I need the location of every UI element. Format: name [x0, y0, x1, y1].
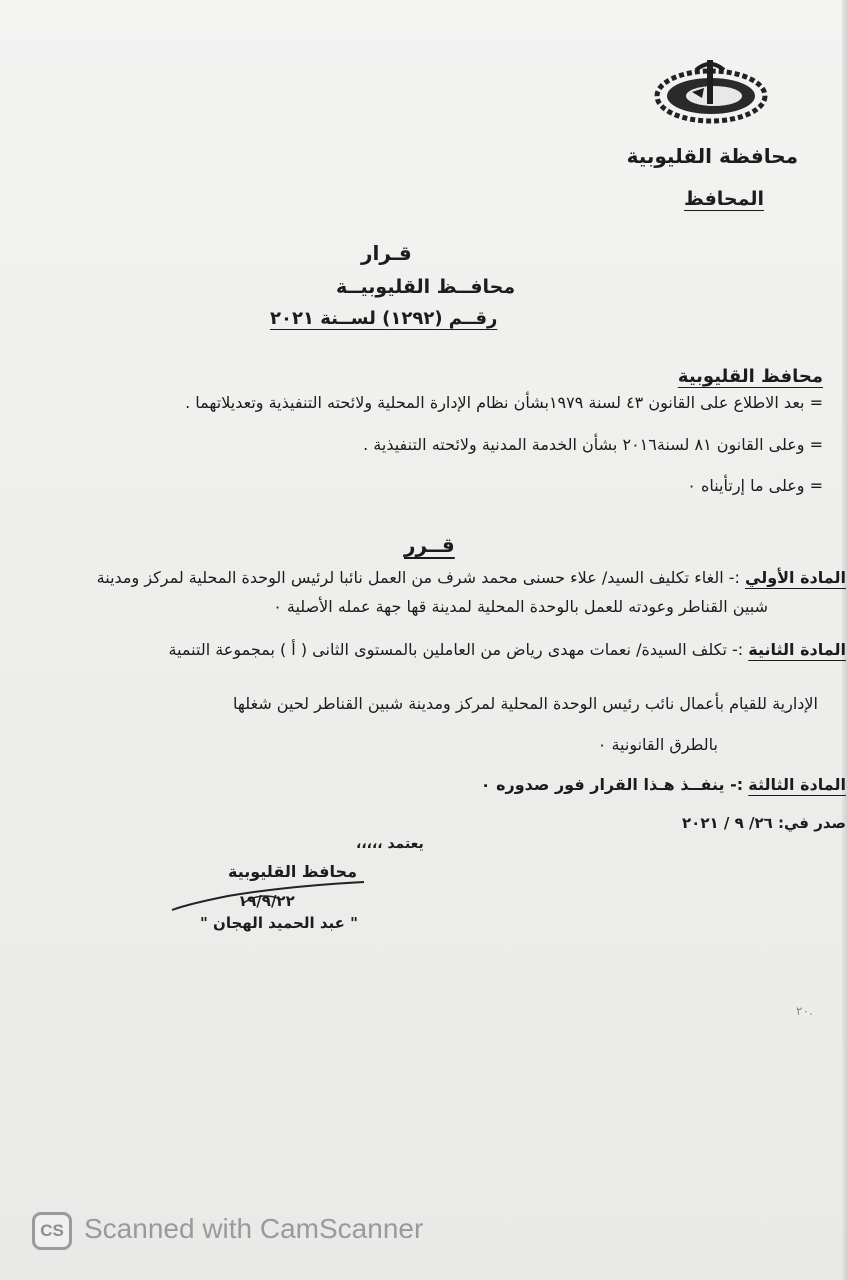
article-1-text: :- الغاء تكليف السيد/ علاء حسنى محمد شرف من العمل نائبا لرئيس الوحدة المحلية لمركز ومدينة: [96, 568, 740, 587]
article-1-continuation: شبين القناطر وعودته للعمل بالوحدة المحلية لمدينة قها جهة عمله الأصلية ٠: [273, 597, 768, 616]
preamble-item-1: = بعد الاطلاع على القانون ٤٣ لسنة ١٩٧٩بشأن نظام الإدارة المحلية ولائحته التنفيذية وتعديلاتهما .: [185, 393, 823, 412]
governor-title: المحافظ: [684, 188, 764, 210]
camscanner-watermark: Scanned with CamScanner: [84, 1213, 424, 1244]
decision-title: قـرار: [361, 241, 412, 265]
signatory-name: " عبد الحميد الهجان ": [200, 914, 358, 932]
decision-issuer: محافــظ القليوبيــة: [336, 276, 516, 298]
governorate-emblem: [652, 58, 770, 124]
governorate-name: محافظة القليوبية: [626, 144, 798, 168]
signature-title: محافظ القليوبية: [228, 862, 357, 881]
article-3-text: :- ينفــذ هـذا القرار فور صدوره ٠: [480, 775, 744, 794]
article-2-continuation-2: بالطرق القانونية ٠: [597, 735, 718, 754]
preamble-heading: محافظ القليوبية: [677, 366, 823, 387]
decides-heading: قــرر: [404, 533, 455, 557]
article-2-label: المادة الثانية: [748, 640, 846, 659]
article-2-text: :- تكلف السيدة/ نعمات مهدى رياض من العاملين بالمستوى الثانى ( أ ) بمجموعة التنمية: [168, 640, 744, 659]
preamble-item-3: = وعلى ما إرتأيناه ٠: [687, 476, 823, 495]
article-2: [169, 640, 847, 659]
article-1-label: المادة الأولي: [745, 568, 846, 587]
signature-date: ١٩/٩/٢٢: [238, 892, 295, 910]
article-3: [481, 775, 846, 794]
article-3-label: المادة الثالثة: [748, 775, 846, 794]
article-2-continuation: الإدارية للقيام بأعمال نائب رئيس الوحدة المحلية لمركز ومدينة شبين القناطر لحين شغلها: [233, 694, 818, 713]
issue-date: صدر في: ٢٦/ ٩ / ٢٠٢١: [682, 814, 846, 832]
preamble-item-2: = وعلى القانون ٨١ لسنة٢٠١٦ بشأن الخدمة المدنية ولائحته التنفيذية .: [363, 435, 823, 454]
camscanner-logo-icon: CS: [32, 1212, 72, 1250]
decision-number: رقــم (١٢٩٢) لســنة ٢٠٢١: [270, 308, 498, 329]
stray-mark: ٢٠.: [796, 1004, 813, 1018]
approval-note: يعتمد ،،،،،: [356, 836, 424, 852]
article-1: [97, 568, 846, 587]
